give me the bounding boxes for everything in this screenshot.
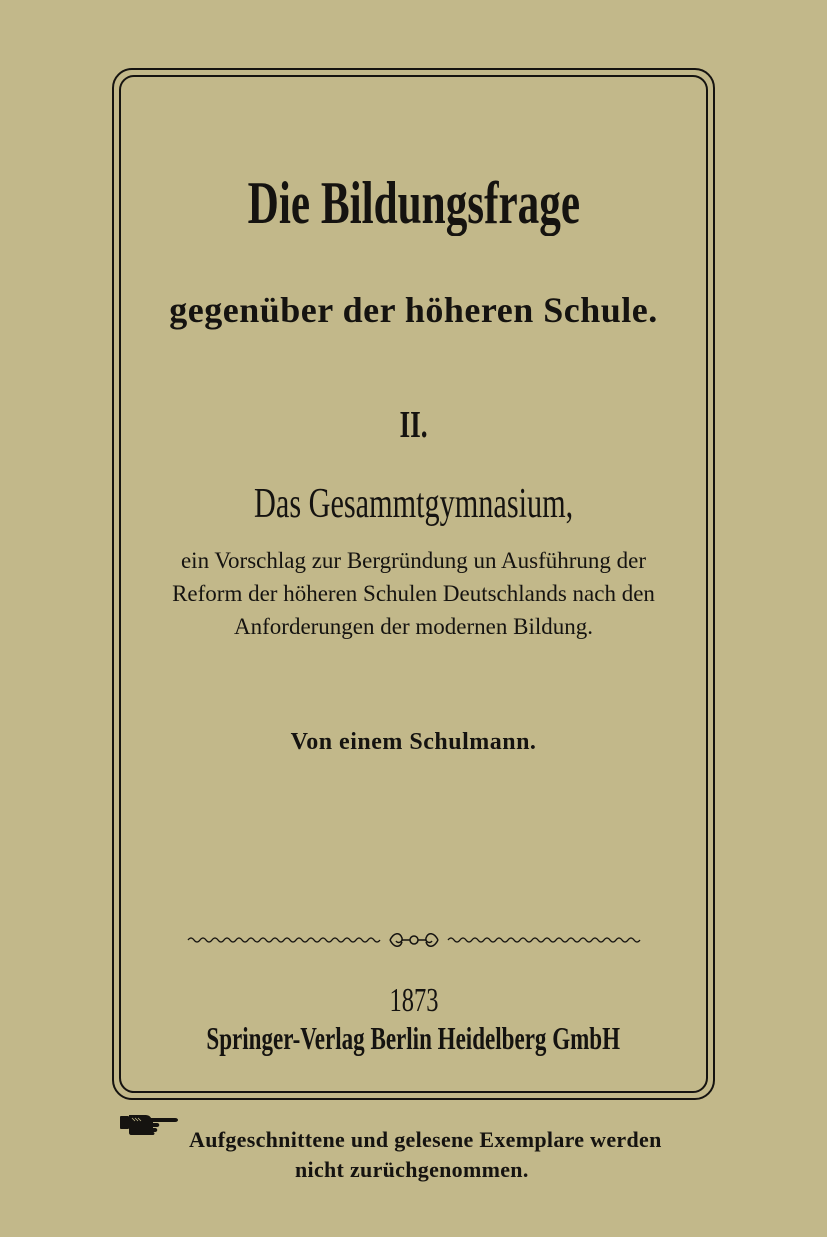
publication-year bbox=[0, 981, 827, 1021]
publisher-text: Springer-Verlag Berlin Heidelberg GmbH bbox=[206, 1020, 621, 1056]
publication-year-text: 1873 bbox=[389, 982, 438, 1019]
description-line: Reform der höheren Schulen Deutschlands nach den bbox=[172, 581, 655, 606]
author-line: Von einem Schulmann. bbox=[290, 729, 537, 755]
description-line: Anforderungen der modernen Bildung. bbox=[234, 614, 593, 639]
work-title-text: Das Gesammtgymnasium, bbox=[253, 481, 574, 527]
volume-number bbox=[0, 402, 827, 448]
book-subtitle: gegenüber der höheren Schule. bbox=[169, 290, 658, 330]
volume-number-text: II. bbox=[399, 404, 428, 446]
work-title bbox=[0, 478, 827, 530]
pointing-hand-icon bbox=[120, 1109, 182, 1135]
notice-line: Aufgeschnittene und gelesene Exemplare werden bbox=[189, 1127, 662, 1152]
notice-line: nicht zurüchgenommen. bbox=[295, 1157, 529, 1182]
book-title-text: Die Bildungsfrage bbox=[247, 170, 580, 236]
description-line: ein Vorschlag zur Bergründung un Ausführung der bbox=[180, 548, 647, 573]
book-title bbox=[0, 168, 827, 238]
publisher-line bbox=[0, 1018, 827, 1058]
ornament-divider-icon bbox=[186, 930, 642, 950]
